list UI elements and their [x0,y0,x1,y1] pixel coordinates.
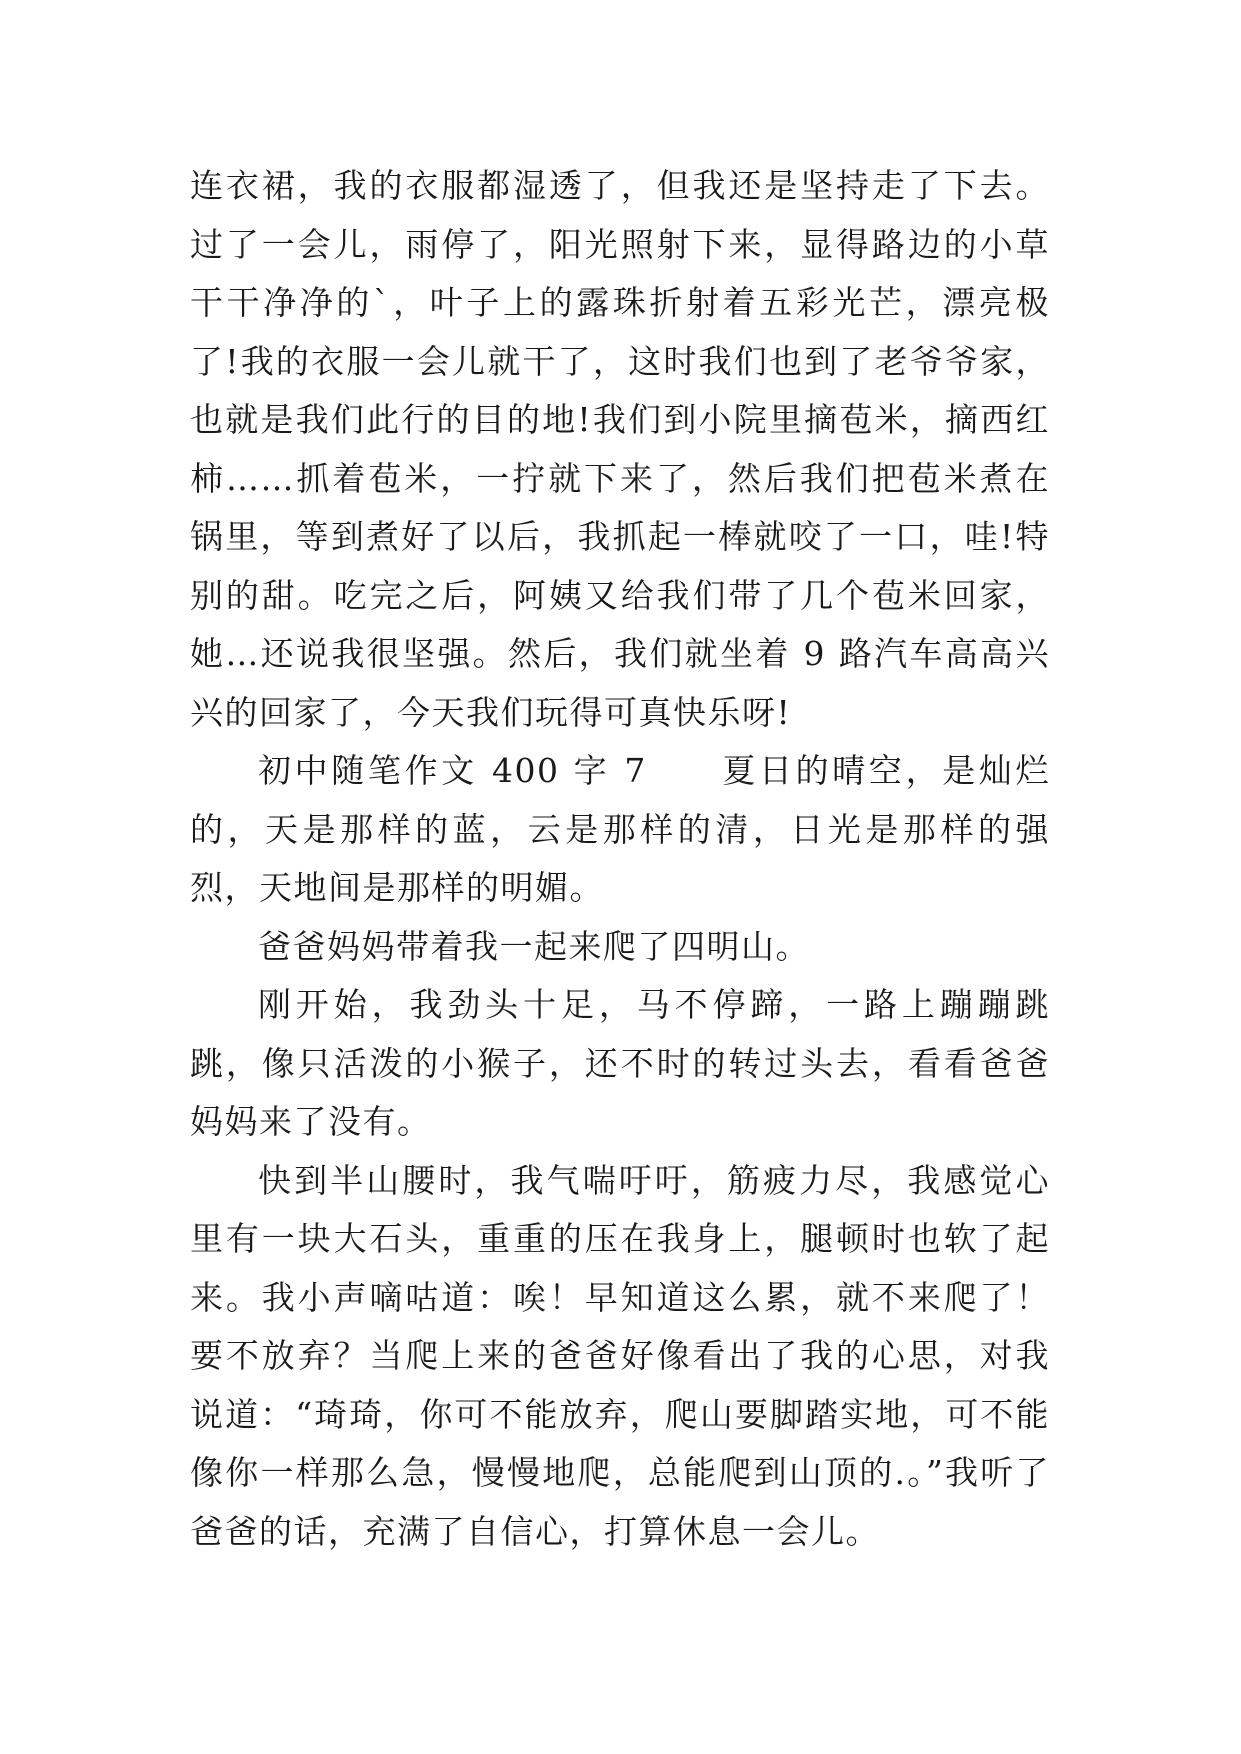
paragraph-2: 初中随笔作文 400 字 7 夏日的晴空，是灿烂的，天是那样的蓝，云是那样的清，日光是那样的强烈，天地间是那样的明媚。 [190,751,1050,907]
paragraph-5: 快到半山腰时，我气喘吁吁，筋疲力尽，我感觉心里有一块大石头，重重的压在我身上，腿顿时也软了起来。我小声嘀咕道：唉！早知道这么累，就不来爬了！要不放弃？当爬上来的爸爸好像看出了我的心思，对我说道：“琦琦，你可不能放弃，爬山要脚踏实地，可不能像你一样那么急，慢慢地爬，总能爬到山顶的.。”我听了爸爸的话，充满了自信心，打算休息一会儿。 [190,1160,1050,1551]
paragraph-4: 刚开始，我劲头十足，马不停蹄，一路上蹦蹦跳跳，像只活泼的小猴子，还不时的转过头去，看看爸爸妈妈来了没有。 [190,985,1050,1141]
document-body [190,157,1050,1561]
paragraph-1: 连衣裙，我的衣服都湿透了，但我还是坚持走了下去。过了一会儿，雨停了，阳光照射下来，显得路边的小草干干净净的`，叶子上的露珠折射着五彩光芒，漂亮极了!我的衣服一会儿就干了，这时我们也到了老爷爷家，也就是我们此行的目的地!我们到小院里摘苞米，摘西红柿……抓着苞米，一拧就下来了，然后我们把苞米煮在锅里，等到煮好了以后，我抓起一棒就咬了一口，哇!特别的甜。吃完之后，阿姨又给我们带了几个苞米回家，她…还说我很坚强。然后，我们就坐着 9 路汽车高高兴兴的回家了，今天我们玩得可真快乐呀! [190,166,1050,732]
paragraph-3: 爸爸妈妈带着我一起来爬了四明山。 [258,926,810,966]
